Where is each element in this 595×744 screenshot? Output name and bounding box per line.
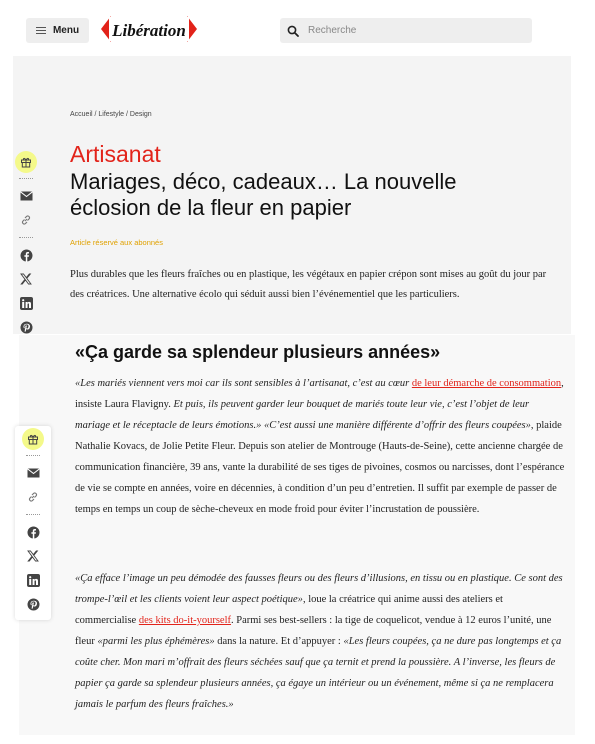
share-link-button[interactable] bbox=[22, 486, 44, 508]
article-subheading: «Ça garde sa splendeur plusieurs années» bbox=[75, 342, 441, 362]
share-mail-button[interactable] bbox=[22, 462, 44, 484]
link-icon bbox=[20, 214, 32, 226]
share-rail bbox=[8, 150, 44, 339]
gift-icon bbox=[20, 156, 32, 168]
gift-icon bbox=[27, 433, 39, 445]
search-placeholder: Recherche bbox=[308, 25, 357, 36]
quote-text: «Les mariés viennent vers moi car ils sont sensibles à l’artisanat, c’est au cœur bbox=[75, 378, 412, 389]
facebook-icon bbox=[27, 526, 40, 539]
inline-link[interactable]: des kits do-it-yourself bbox=[138, 615, 232, 626]
pinterest-icon bbox=[27, 598, 40, 611]
article-rubric[interactable]: Artisanat bbox=[70, 141, 161, 167]
share-x-button[interactable] bbox=[22, 545, 44, 567]
inline-link[interactable]: de leur démarche de consommation bbox=[411, 378, 562, 389]
divider bbox=[26, 514, 40, 515]
share-pinterest-button[interactable] bbox=[22, 593, 44, 615]
share-facebook-button[interactable] bbox=[15, 244, 37, 266]
divider bbox=[19, 178, 33, 179]
share-linkedin-button[interactable] bbox=[15, 292, 37, 314]
linkedin-icon bbox=[20, 297, 33, 310]
share-rail-sticky bbox=[15, 426, 51, 620]
body-text: , insiste Laura Flavigny. bbox=[75, 378, 564, 410]
search-field[interactable] bbox=[280, 18, 532, 43]
mail-icon bbox=[20, 191, 33, 201]
x-icon bbox=[20, 273, 32, 285]
quote-text: «Ça efface l’image un peu démodée des fausses fleurs ou des fleurs d’illusions, en tissu ou en plastique. Ce sont des trompe-l’œil et les clients voient leur aspect poétique» bbox=[75, 573, 563, 605]
divider bbox=[19, 237, 33, 238]
facebook-icon bbox=[20, 249, 33, 262]
hamburger-icon bbox=[36, 25, 46, 37]
x-icon bbox=[27, 550, 39, 562]
logo-wordmark: Libération bbox=[112, 21, 186, 40]
gift-button[interactable] bbox=[22, 428, 44, 450]
pinterest-icon bbox=[20, 321, 33, 334]
divider bbox=[26, 455, 40, 456]
article-lead: Plus durables que les fleurs fraîches ou en plastique, les végétaux en papier crépon sont mises au goût du jour par des créatrices. Une alternative écolo qui séduit aussi bien l’événementiel que les particuliers. bbox=[70, 269, 547, 300]
liberation-logo[interactable] bbox=[101, 14, 197, 44]
search-icon bbox=[287, 25, 299, 37]
article-paragraph bbox=[75, 568, 565, 715]
article-title: Mariages, déco, cadeaux… La nouvelle éclosion de la fleur en papier bbox=[70, 169, 457, 220]
menu-label: Menu bbox=[52, 25, 80, 36]
top-bar bbox=[0, 0, 595, 56]
gift-button[interactable] bbox=[15, 151, 37, 173]
article-paragraph bbox=[75, 373, 565, 520]
share-x-button[interactable] bbox=[15, 268, 37, 290]
share-facebook-button[interactable] bbox=[22, 521, 44, 543]
quote-text: «Les fleurs coupées, ça ne dure pas longtemps et ça coûte cher. Mon mari m’offrait des fleurs séchées sauf que ça ternit et prend la poussière. A l’inverse, les fleurs de papier ça garde sa splendeur plusieurs années, ça égaye un intérieur ou un événement, même si ça ne remplacera jamais le parfum des fleurs fraîches.» bbox=[75, 636, 562, 710]
body-text: . Parmi ses best-sellers : la tige de coquelicot, vendue à 12 euros l’unité, une fleur bbox=[75, 615, 552, 647]
share-linkedin-button[interactable] bbox=[22, 569, 44, 591]
linkedin-icon bbox=[27, 574, 40, 587]
quote-text: «parmi les plus éphémères» bbox=[97, 636, 215, 647]
body-text: , plaide Nathalie Kovacs, de Jolie Petite Fleur. Depuis son atelier de Montrouge (Hauts-de-Seine), cette ancienne chargée de communication financière, 39 ans, vante la durabilité de ses tiges de pivoines, cosmos ou narcisses, dont l’espérance de vie se compte en années, voire en décennies, à condition d’un peu d’entretien. Il suffit par exemple de passer de temps en temps un coup de sèche-cheveux en mode froid pour éviter l’incrustation de poussière. bbox=[75, 420, 565, 515]
subscriber-badge: Article réservé aux abonnés bbox=[70, 238, 163, 247]
breadcrumb[interactable]: Accueil / Lifestyle / Design bbox=[70, 111, 152, 118]
quote-text: Et puis, ils peuvent garder leur bouquet de mariés toute leur vie, c’est l’objet de leur mariage et le réceptacle de leurs émotions.» «C’est aussi une manière différente d’offrir des fleurs coupées» bbox=[75, 399, 531, 431]
mail-icon bbox=[27, 468, 40, 478]
share-link-button[interactable] bbox=[15, 209, 37, 231]
body-text: , loue la créatrice qui anime aussi des ateliers et commercialise bbox=[75, 594, 503, 626]
share-mail-button[interactable] bbox=[15, 185, 37, 207]
body-text: dans la nature. Et d’appuyer : bbox=[214, 636, 344, 647]
menu-button[interactable] bbox=[26, 18, 89, 43]
link-icon bbox=[27, 491, 39, 503]
